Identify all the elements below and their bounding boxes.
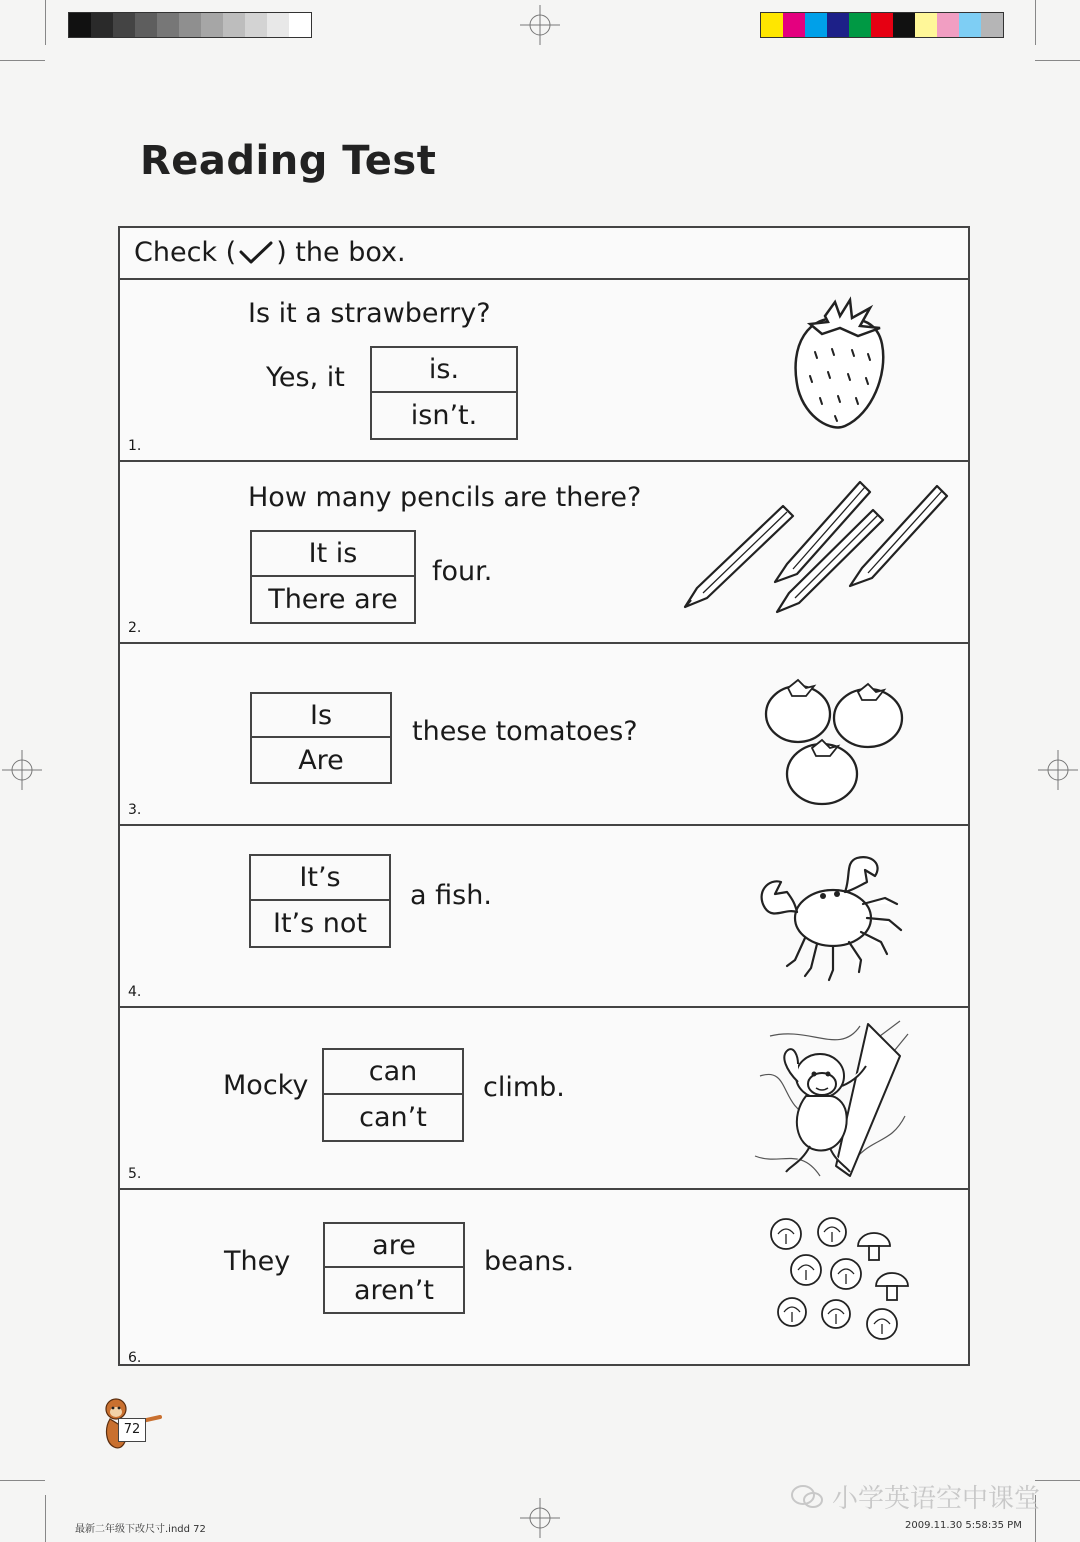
question-number: 3. (128, 802, 142, 818)
choice-option[interactable]: aren’t (354, 1274, 434, 1306)
crop-mark (1035, 1480, 1080, 1481)
choice-option[interactable]: can (324, 1050, 462, 1095)
instruction (134, 237, 406, 268)
question-row-1 (120, 280, 968, 462)
watermark (790, 1478, 1040, 1515)
question-number: 5. (128, 1166, 142, 1182)
question-after: beans. (484, 1246, 575, 1277)
question-prompt: How many pencils are there? (248, 482, 642, 513)
question-row-4 (120, 826, 968, 1008)
question-row-6 (120, 1190, 968, 1372)
worksheet (118, 226, 970, 1366)
choice-option[interactable]: There are (268, 584, 398, 615)
page-number: 72 (118, 1418, 146, 1442)
checkmark-icon (238, 240, 274, 266)
pencils-icon (675, 472, 955, 617)
wechat-icon (790, 1484, 824, 1510)
crab-icon (745, 848, 915, 988)
choice-box (370, 346, 518, 440)
choice-option[interactable]: It’s not (273, 908, 367, 939)
instruction-after: ) the box. (276, 237, 406, 268)
file-slug: 最新二年级下改尺寸.indd 72 (75, 1524, 206, 1535)
question-row-3 (120, 644, 968, 826)
question-number: 6. (128, 1350, 142, 1366)
choice-box (249, 854, 391, 948)
choice-option[interactable]: It is (252, 532, 414, 577)
instruction-row (120, 228, 968, 280)
choice-option[interactable]: Is (252, 694, 390, 738)
mushrooms-icon (766, 1216, 916, 1346)
choice-option[interactable]: isn’t. (410, 400, 478, 431)
question-before: Yes, it (266, 362, 345, 393)
choice-option[interactable]: can’t (359, 1102, 427, 1133)
choice-box (322, 1048, 464, 1142)
crop-mark (1035, 60, 1080, 61)
question-after: a fish. (410, 880, 492, 911)
question-row-2 (120, 462, 968, 644)
question-row-5 (120, 1008, 968, 1190)
question-before: Mocky (223, 1070, 309, 1101)
timestamp-slug: 2009.11.30 5:58:35 PM (905, 1520, 1022, 1531)
choice-box (323, 1222, 465, 1314)
registration-mark-icon (520, 5, 560, 45)
strawberry-icon (780, 294, 900, 434)
crop-mark (0, 60, 45, 61)
choice-option[interactable]: It’s (251, 856, 389, 901)
choice-option[interactable]: are (325, 1224, 463, 1268)
monkey-icon (750, 1016, 910, 1181)
question-before: They (224, 1246, 291, 1277)
question-after: these tomatoes? (412, 716, 638, 747)
registration-mark-icon (520, 1498, 560, 1538)
instruction-before: Check ( (134, 237, 237, 268)
crop-mark (45, 1495, 46, 1542)
choice-option[interactable]: Are (298, 744, 344, 776)
grayscale-strip (68, 12, 312, 38)
choice-option[interactable]: is. (372, 348, 516, 393)
registration-mark-icon (2, 750, 42, 790)
tomatoes-icon (760, 674, 910, 809)
question-number: 4. (128, 984, 142, 1000)
question-number: 2. (128, 620, 142, 636)
registration-mark-icon (1038, 750, 1078, 790)
choice-box (250, 692, 392, 784)
question-after: climb. (483, 1072, 565, 1103)
question-prompt: Is it a strawberry? (248, 298, 491, 329)
color-strip (760, 12, 1004, 38)
watermark-text: 小学英语空中课堂 (832, 1484, 1041, 1514)
question-after: four. (432, 556, 493, 587)
page-title: Reading Test (140, 138, 437, 184)
choice-box (250, 530, 416, 624)
crop-mark (1035, 0, 1036, 45)
crop-mark (0, 1480, 45, 1481)
crop-mark (45, 0, 46, 45)
question-number: 1. (128, 438, 142, 454)
